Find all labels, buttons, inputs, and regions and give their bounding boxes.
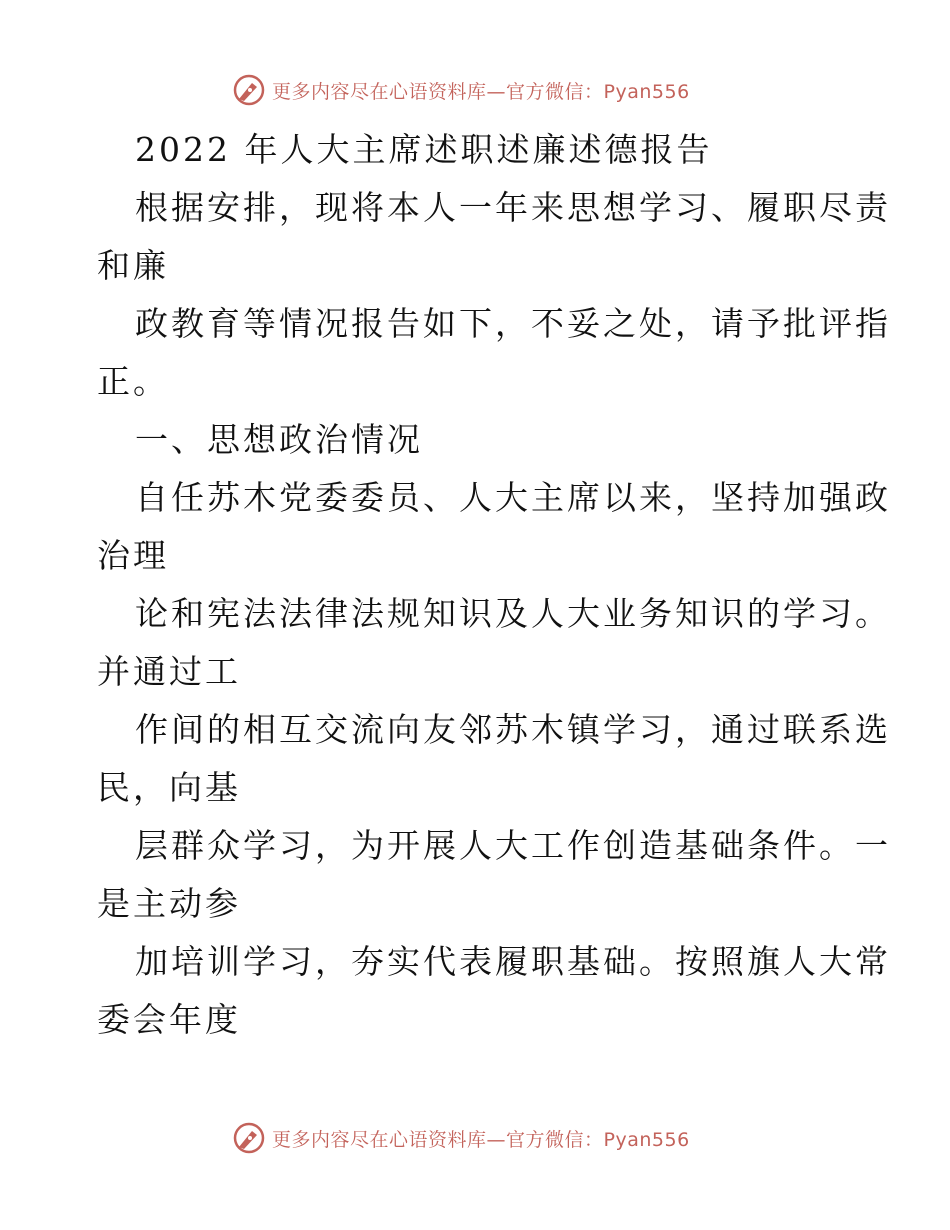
- paragraph-line: 和廉: [97, 246, 169, 285]
- paragraph-line: 加培训学习，夯实代表履职基础。按照旗人大常: [135, 942, 891, 981]
- watermark-header: [232, 72, 690, 108]
- watermark-text: 更多内容尽在心语资料库—官方微信：Pyan556: [272, 1128, 690, 1151]
- paragraph-line: 正。: [97, 362, 169, 401]
- section-heading: 一、思想政治情况: [135, 420, 423, 459]
- paragraph-line: 根据安排，现将本人一年来思想学习、履职尽责: [135, 188, 891, 227]
- paragraph-line: 治理: [97, 536, 169, 575]
- paragraph-line: 政教育等情况报告如下，不妥之处，请予批评指: [135, 304, 891, 343]
- paragraph-line: 民，向基: [97, 768, 241, 807]
- pen-nib-circle-icon: [232, 73, 266, 107]
- watermark-text: 更多内容尽在心语资料库—官方微信：Pyan556: [272, 80, 690, 103]
- paragraph-line: 层群众学习，为开展人大工作创造基础条件。一: [135, 826, 891, 865]
- document-title: 2022 年人大主席述职述廉述德报告: [135, 130, 713, 169]
- watermark-footer: [232, 1120, 690, 1156]
- paragraph-line: 并通过工: [97, 652, 241, 691]
- paragraph-line: 作间的相互交流向友邻苏木镇学习，通过联系选: [135, 710, 891, 749]
- paragraph-line: 论和宪法法律法规知识及人大业务知识的学习。: [135, 594, 891, 633]
- pen-nib-circle-icon: [232, 1121, 266, 1155]
- paragraph-line: 是主动参: [97, 884, 241, 923]
- paragraph-line: 委会年度: [97, 1000, 241, 1039]
- paragraph-line: 自任苏木党委委员、人大主席以来，坚持加强政: [135, 478, 891, 517]
